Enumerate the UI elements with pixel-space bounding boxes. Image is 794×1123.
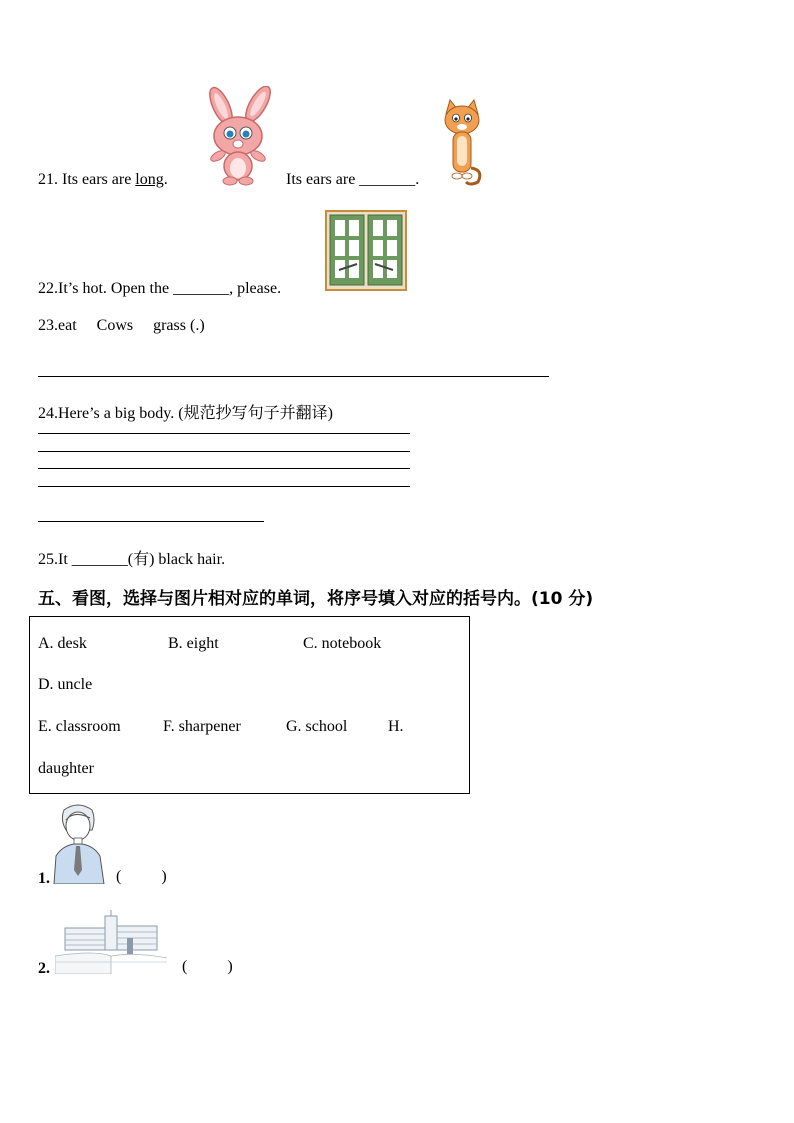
man-icon	[52, 804, 106, 884]
q24-text: 24.Here’s a big body. (规范抄写句子并翻译)	[38, 405, 333, 422]
item2-answer-bracket[interactable]: ( )	[182, 958, 233, 975]
option-h-word: daughter	[38, 760, 94, 777]
q23-answer-line[interactable]	[38, 376, 549, 377]
window-icon	[325, 210, 407, 291]
q23-text: 23.eat Cows grass (.)	[38, 317, 205, 334]
option-d: D. uncle	[38, 676, 93, 693]
q24-translation-line[interactable]	[38, 521, 264, 522]
option-b: B. eight	[168, 635, 219, 652]
q21-number: 21	[38, 171, 54, 188]
rabbit-icon	[196, 86, 280, 186]
option-c: C. notebook	[303, 635, 382, 652]
q25-text: 25.It _______(有) black hair.	[38, 551, 226, 568]
section5-heading: 五、看图，选择与图片相对应的单词，将序号填入对应的括号内。(10 分)	[38, 589, 594, 609]
q21-text-a: . Its ears are	[54, 171, 136, 188]
option-a: A. desk	[38, 635, 87, 652]
option-f: F. sharpener	[163, 718, 241, 735]
option-g: G. school	[286, 718, 348, 735]
q21-example-word: long	[135, 171, 164, 188]
q21-text-b: .	[163, 171, 168, 188]
q24-answer-line[interactable]	[38, 486, 410, 487]
cat-icon	[440, 98, 484, 188]
school-building-icon	[55, 910, 167, 974]
item1-answer-bracket[interactable]: ( )	[116, 868, 167, 885]
item1-number: 1.	[38, 870, 50, 887]
option-e: E. classroom	[38, 718, 121, 735]
q22-text: 22.It’s hot. Open the _______, please.	[38, 280, 282, 297]
q24-answer-line[interactable]	[38, 468, 410, 469]
item2-number: 2.	[38, 960, 50, 977]
option-h: H.	[388, 718, 404, 735]
q24-answer-line[interactable]	[38, 433, 410, 434]
q24-answer-line[interactable]	[38, 451, 410, 452]
word-option-box	[29, 616, 470, 794]
q21-text	[38, 171, 168, 189]
q21-text-c: Its ears are _______.	[286, 171, 420, 188]
